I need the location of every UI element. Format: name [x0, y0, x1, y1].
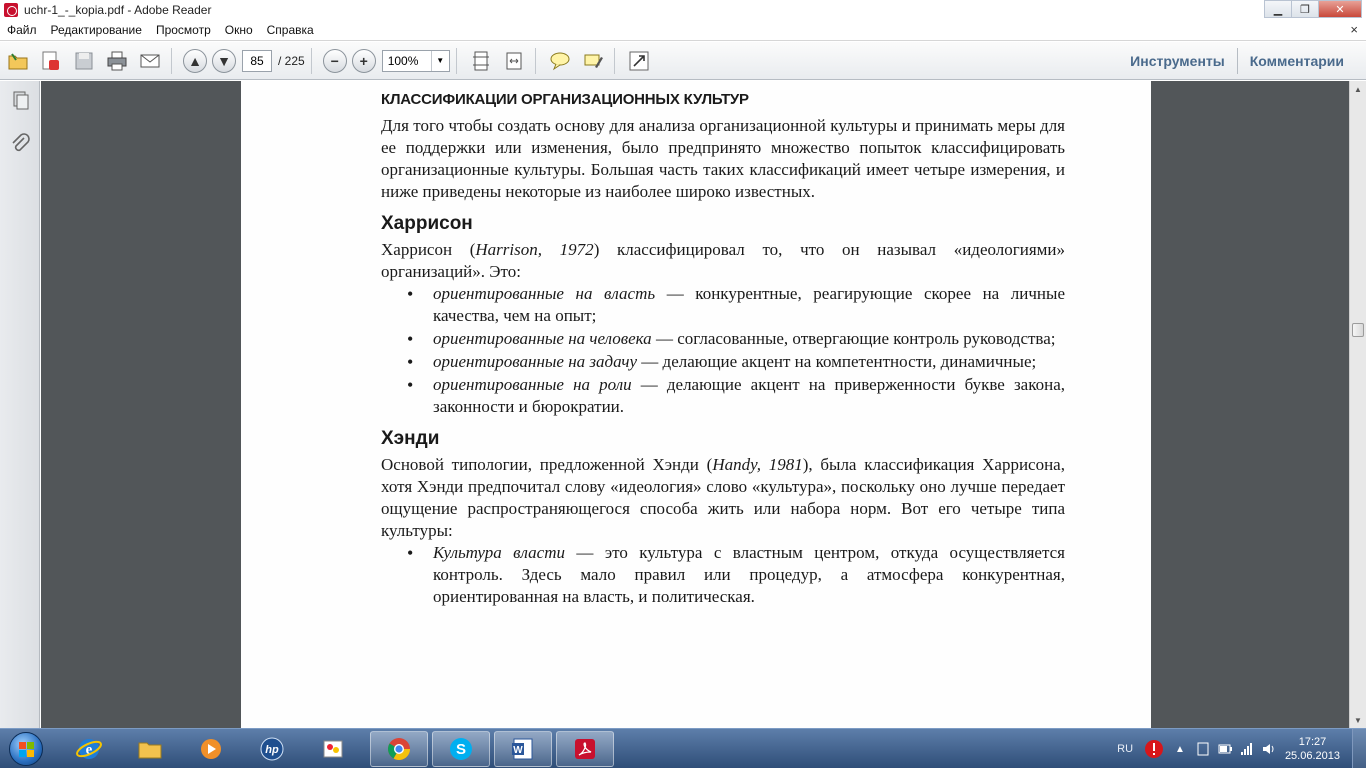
highlighter-icon [582, 50, 604, 72]
taskbar-word[interactable] [494, 731, 552, 767]
page-number-input[interactable]: 85 [242, 50, 272, 72]
speech-bubble-icon [549, 50, 571, 72]
text-span: ) классифицировал то, что он называл «идеологиями» организаций». Это: [381, 240, 1065, 281]
create-pdf-button[interactable] [36, 46, 66, 76]
taskbar [0, 728, 1366, 768]
skype-icon [447, 735, 475, 763]
zoom-out-button[interactable] [323, 49, 347, 73]
taskbar-hp-app[interactable] [243, 731, 301, 767]
toolbar-separator [535, 48, 536, 74]
citation: Harrison, 1972 [475, 240, 594, 259]
attachments-paperclip-icon[interactable] [9, 133, 31, 155]
minus-icon: − [330, 52, 339, 69]
device-icon[interactable] [1195, 741, 1211, 757]
text-span: Харрисон ( [381, 240, 476, 259]
vertical-scrollbar[interactable] [1349, 81, 1366, 728]
comments-pane-button[interactable]: Комментарии [1249, 53, 1344, 69]
windows-logo-icon [9, 732, 43, 766]
clock[interactable] [1285, 735, 1340, 763]
network-signal-icon[interactable] [1239, 741, 1255, 757]
zoom-value: 100% [387, 53, 419, 68]
text-span: Основой типологии, предложенной Хэнди ( [381, 455, 713, 474]
page-thumbnails-icon[interactable] [9, 89, 31, 111]
list-item [407, 542, 1065, 608]
toolbar [0, 42, 1366, 80]
fit-page-icon [470, 50, 492, 72]
envelope-icon [139, 50, 161, 72]
window-title: uchr-1_-_kopia.pdf - Adobe Reader [24, 3, 212, 17]
section-heading: КЛАССИФИКАЦИИ ОРГАНИЗАЦИОННЫХ КУЛЬТУР [381, 91, 749, 108]
taskbar-media-player[interactable] [182, 731, 240, 767]
toolbar-separator [311, 48, 312, 74]
fit-page-button[interactable] [466, 46, 496, 76]
description: — делающие акцент на компетентности, динамичные; [637, 352, 1037, 371]
system-tray [1117, 729, 1366, 768]
previous-page-button[interactable] [183, 49, 207, 73]
handy-paragraph [381, 454, 1065, 542]
term: Культура власти [433, 543, 565, 562]
toolbar-separator [614, 48, 615, 74]
media-player-icon [197, 735, 225, 763]
folder-icon [136, 735, 164, 763]
tools-pane-button[interactable]: Инструменты [1130, 53, 1225, 69]
volume-icon[interactable] [1261, 741, 1277, 757]
menu-window[interactable]: Окно [224, 23, 253, 37]
pdf-page [241, 81, 1151, 728]
page-content [381, 89, 1065, 609]
svg-text:hp: hp [265, 744, 279, 756]
action-center-warning-icon[interactable] [1143, 738, 1165, 760]
plus-icon: + [359, 52, 368, 69]
save-button[interactable] [69, 46, 99, 76]
fit-width-button[interactable] [499, 46, 529, 76]
print-button[interactable] [102, 46, 132, 76]
open-button[interactable] [3, 46, 33, 76]
toolbar-separator [171, 48, 172, 74]
floppy-disk-icon [73, 50, 95, 72]
minimize-button[interactable]: ▁ [1264, 0, 1292, 18]
description: — согласованные, отвергающие контроль руководства; [651, 329, 1056, 348]
scroll-up-arrow-icon[interactable]: ▲ [1354, 84, 1362, 94]
term: ориентированные на власть [433, 284, 656, 303]
term: ориентированные на роли [433, 375, 632, 394]
page-total: / 225 [278, 53, 305, 68]
handy-list [407, 542, 1065, 608]
menu-file[interactable]: Файл [7, 23, 37, 37]
show-desktop-button[interactable] [1352, 729, 1366, 768]
window-controls [1265, 0, 1362, 18]
close-button[interactable]: ✕ [1318, 0, 1362, 18]
zoom-in-button[interactable] [352, 49, 376, 73]
adobe-reader-icon [4, 3, 18, 17]
menu-edit[interactable]: Редактирование [50, 23, 142, 37]
scroll-down-arrow-icon[interactable]: ▼ [1354, 715, 1362, 725]
highlight-button[interactable] [578, 46, 608, 76]
title-bar [0, 0, 1366, 20]
list-item [407, 351, 1065, 373]
description: — конкурентные, реагирующие скорее на личные качества, чем на опыт; [433, 284, 1066, 325]
taskbar-internet-explorer[interactable] [60, 731, 118, 767]
create-pdf-icon [40, 50, 62, 72]
document-view[interactable] [41, 81, 1349, 728]
expand-icon [628, 50, 650, 72]
svg-text:e: e [85, 742, 93, 758]
fullscreen-button[interactable] [624, 46, 654, 76]
clock-time: 17:27 [1298, 736, 1327, 748]
citation: Handy, 1981 [712, 455, 803, 474]
arrow-down-icon: ▼ [217, 52, 231, 69]
menu-view[interactable]: Просмотр [155, 23, 211, 37]
start-button[interactable] [4, 731, 48, 767]
word-icon [509, 735, 537, 763]
scrollbar-thumb[interactable] [1352, 323, 1364, 337]
add-comment-button[interactable] [545, 46, 575, 76]
taskbar-paint[interactable] [304, 731, 362, 767]
clock-date: 25.06.2013 [1284, 750, 1340, 762]
list-item [407, 328, 1065, 350]
svg-text:S: S [455, 741, 467, 758]
show-hidden-icons-icon[interactable]: ▲ [1175, 743, 1185, 755]
harrison-paragraph [381, 239, 1065, 283]
text-span: ), была классификация Харрисона, хотя Хэнди предпочитал слову «идеология» слово «культура», поскольку оно лучше передает ощущение распространяющегося способа жить или набора норм. Вот его четыре типа культуры: [381, 455, 1065, 540]
arrow-up-icon: ▲ [188, 52, 202, 69]
panel-links [1118, 42, 1356, 80]
description: — это культура с властным центром, откуда осуществляется контроль. Здесь мало правил или процедур, а атмосфера конкурентная, ориентированная на власть, и политическая. [433, 543, 1065, 606]
harrison-heading: Харрисон [381, 213, 473, 234]
list-item [407, 374, 1065, 418]
list-item [407, 283, 1065, 327]
description: — делающие акцент на приверженности букве закона, законности и бюрократии. [433, 375, 1065, 416]
menu-bar [0, 20, 1366, 41]
taskbar-skype[interactable] [432, 731, 490, 767]
hp-logo-icon [258, 735, 286, 763]
navigation-panel [0, 81, 40, 728]
taskbar-file-explorer[interactable] [121, 731, 179, 767]
fit-width-icon [503, 50, 525, 72]
taskbar-adobe-reader[interactable] [556, 731, 614, 767]
next-page-button[interactable] [212, 49, 236, 73]
svg-text:W: W [513, 745, 523, 756]
paint-icon [319, 735, 347, 763]
term: ориентированные на человека [433, 329, 652, 348]
adobe-reader-icon [571, 735, 599, 763]
language-indicator[interactable]: RU [1117, 743, 1134, 755]
toolbar-separator [456, 48, 457, 74]
battery-icon[interactable] [1217, 741, 1233, 757]
harrison-list [407, 283, 1065, 418]
internet-explorer-icon [75, 735, 103, 763]
zoom-select[interactable] [382, 50, 450, 72]
printer-icon [106, 50, 128, 72]
close-document-icon[interactable]: × [1350, 22, 1358, 37]
open-folder-icon [7, 50, 29, 72]
taskbar-chrome[interactable] [370, 731, 428, 767]
restore-button[interactable]: ❐ [1291, 0, 1319, 18]
handy-heading: Хэнди [381, 428, 440, 449]
email-button[interactable] [135, 46, 165, 76]
chevron-down-icon[interactable]: ▼ [431, 51, 449, 71]
term: ориентированные на задачу [433, 352, 638, 371]
menu-help[interactable]: Справка [266, 23, 314, 37]
intro-paragraph: Для того чтобы создать основу для анализа организационной культуры и принимать меры для ее поддержки или изменения, было предпринято множество попыток классифицировать организационные культуры. Большая часть таких классификаций имеет четыре измерения, и ниже приведены некоторые из наиболее широко известных. [381, 116, 1065, 201]
chrome-icon [385, 735, 413, 763]
